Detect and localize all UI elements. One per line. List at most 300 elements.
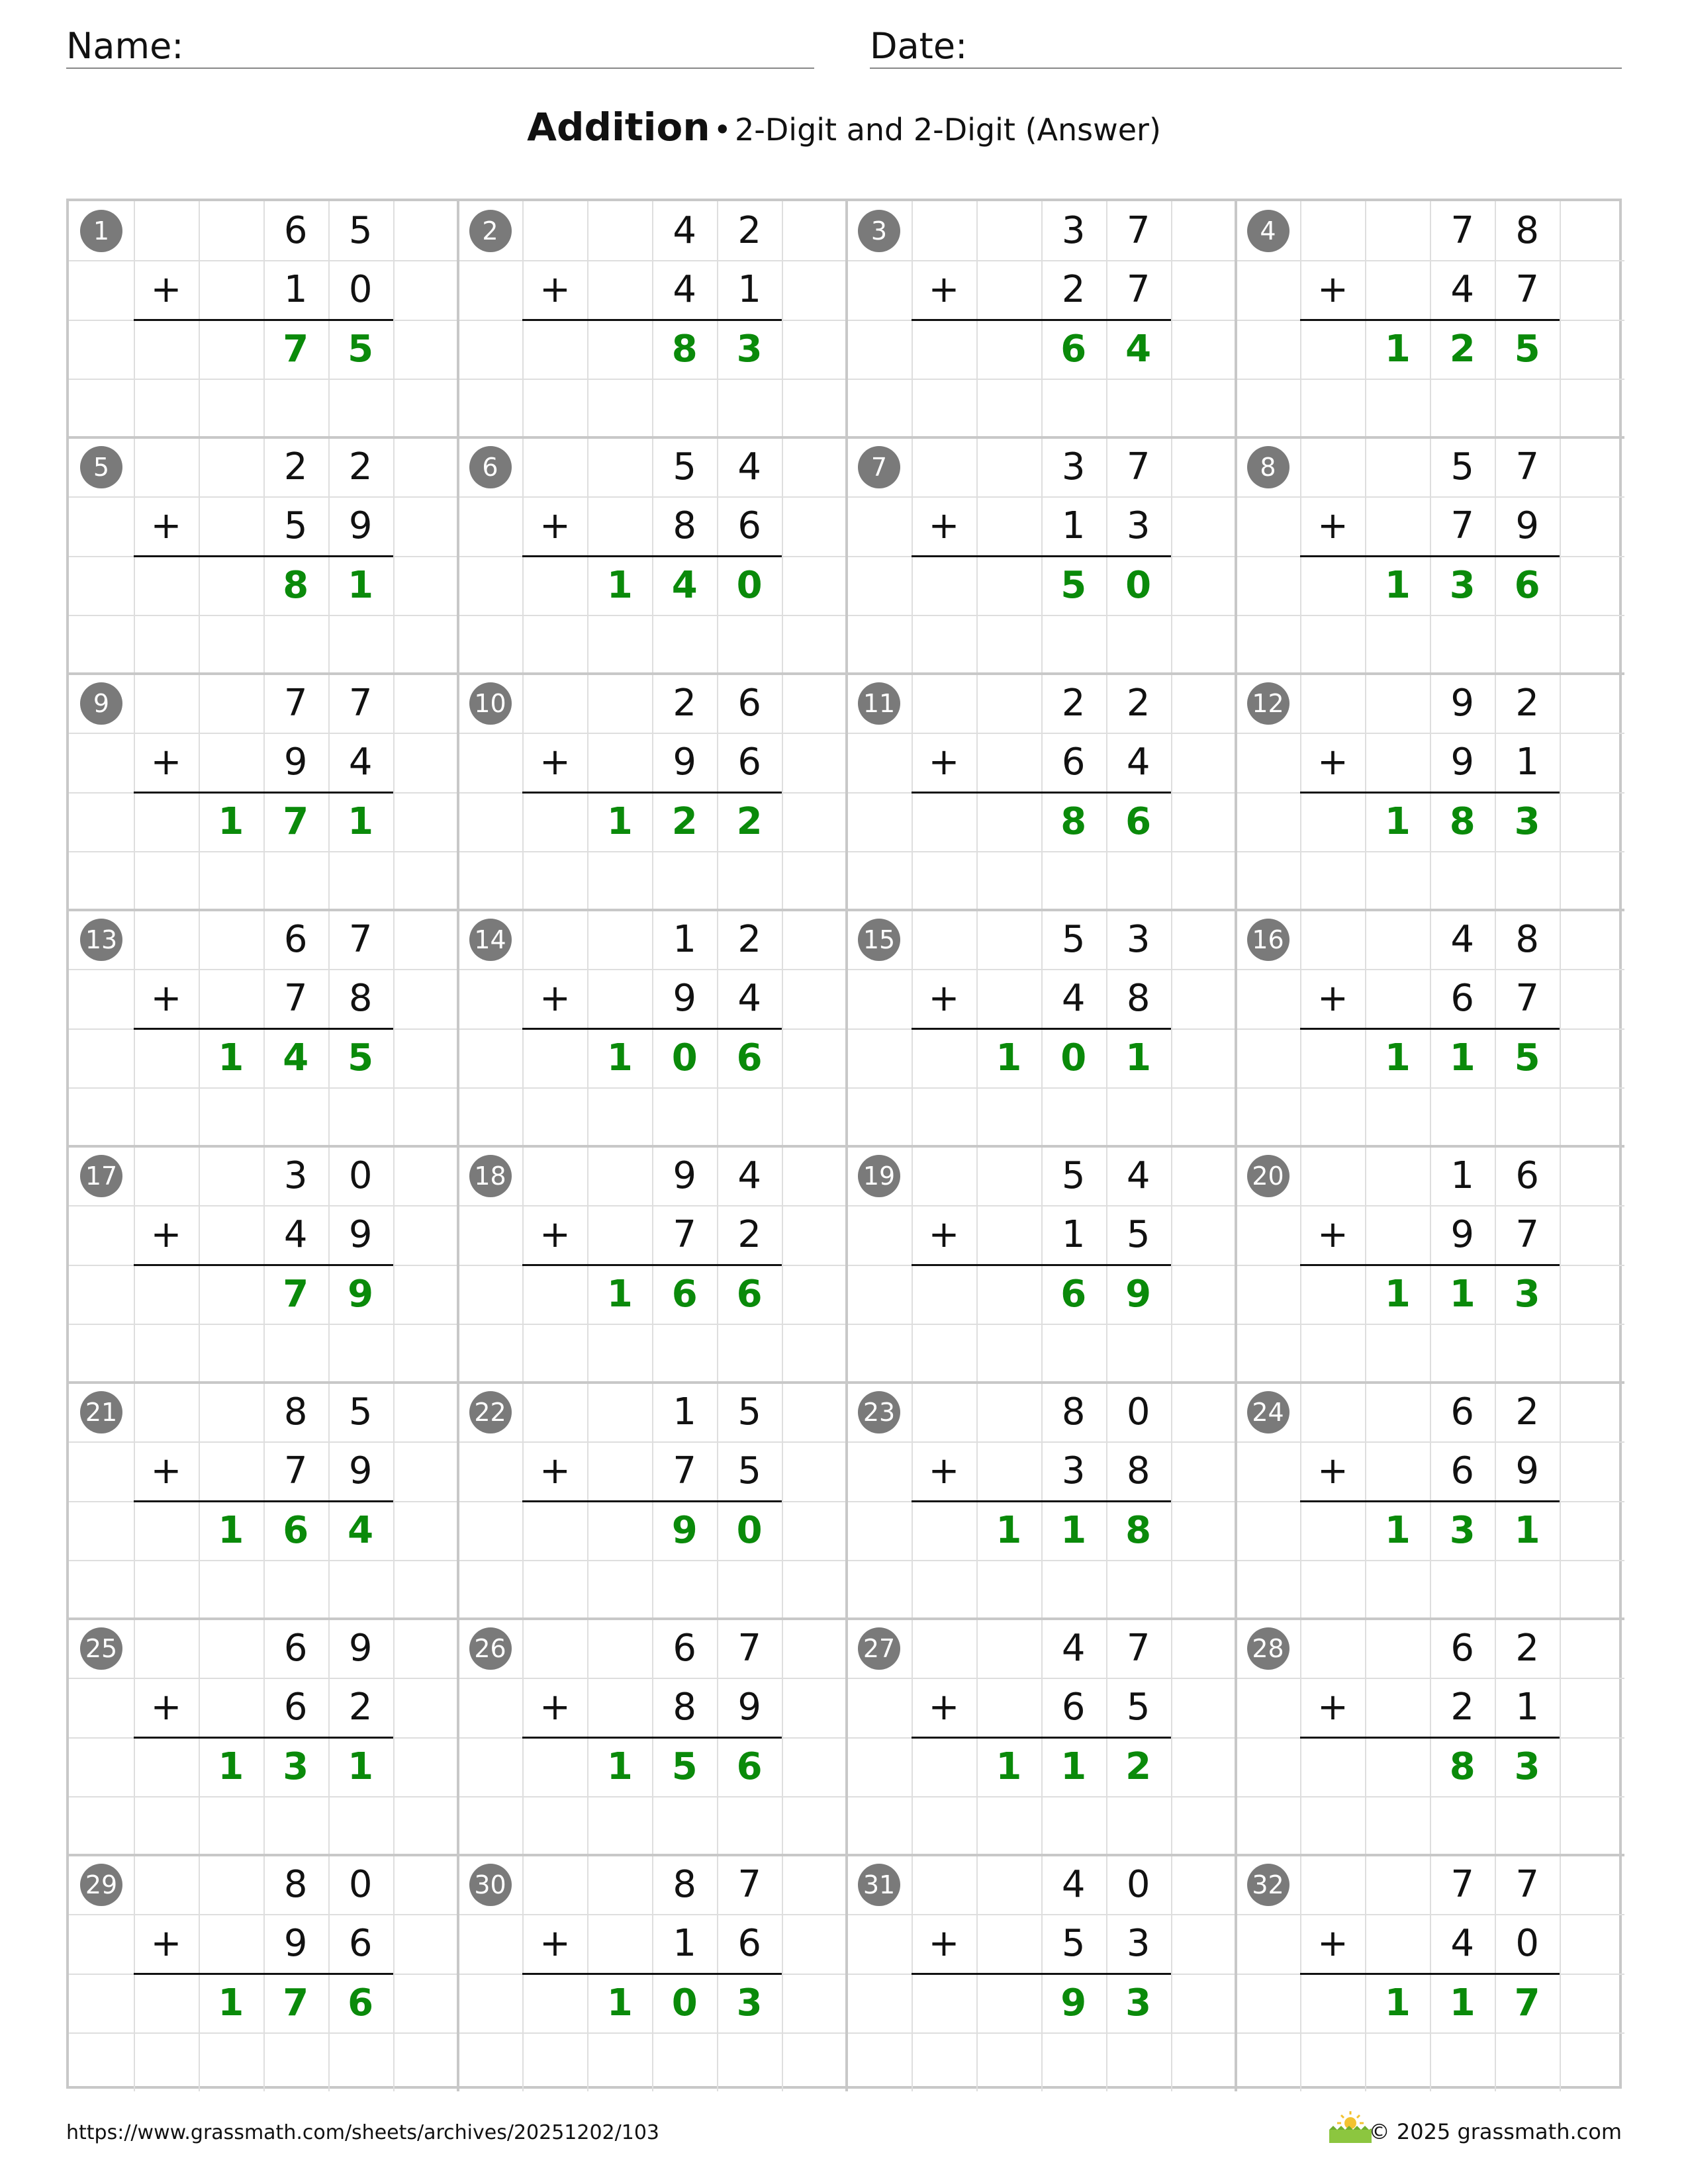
answer-rule [1300,792,1560,794]
answer-digit: 1 [348,799,374,843]
grid-line [847,615,1236,616]
addend-digit: 3 [1061,445,1086,488]
addend-digit: 8 [348,977,373,1021]
addend-digit: 6 [1450,1390,1475,1433]
grid-line [847,1796,1236,1797]
block-divider [69,672,1624,675]
footer-url: https://www.grassmath.com/sheets/archives/20251202/103 [66,2121,660,2144]
grid-line [69,1560,458,1561]
problem-number-badge: 12 [1247,682,1289,725]
answer-digit: 3 [1514,1745,1540,1788]
addend-digit: 3 [1126,504,1150,548]
addend-digit: 1 [1515,741,1539,784]
addend-digit: 3 [1126,918,1150,961]
addend-digit: 0 [348,1863,373,1906]
addend-digit: 5 [1061,1154,1086,1197]
problem-number-badge: 18 [469,1155,512,1197]
addend-digit: 3 [1061,209,1086,252]
title-subtitle: 2-Digit and 2-Digit (Answer) [735,112,1161,148]
problem-number-badge: 7 [858,446,900,488]
problem-19 [847,1146,1236,1383]
grid-line [1236,615,1625,616]
answer-rule [1300,1028,1560,1030]
addend-digit: 2 [1450,1686,1475,1729]
addend-digit: 6 [1450,1627,1475,1670]
problem-number-badge: 25 [80,1627,122,1670]
addend-digit: 1 [283,268,308,312]
addend-digit: 2 [348,1686,373,1729]
answer-digit: 1 [1060,1508,1087,1552]
problem-number-badge: 3 [858,210,900,252]
answer-digit: 1 [1384,1272,1411,1316]
answer-digit: 6 [736,1036,763,1079]
addend-digit: 8 [1126,1449,1150,1493]
addend-digit: 8 [673,1863,697,1906]
addend-digit: 7 [1126,268,1150,312]
addend-digit: 7 [1515,977,1539,1021]
addend-digit: 9 [1515,504,1539,548]
problem-number-badge: 28 [1247,1627,1289,1670]
answer-rule [134,1500,393,1502]
problem-number-badge: 23 [858,1391,900,1433]
addend-digit: 7 [1126,209,1150,252]
grid-line [1236,851,1625,852]
answer-digit: 6 [1060,327,1087,371]
answer-digit: 6 [1060,1272,1087,1316]
answer-rule [522,1973,782,1975]
name-line [66,68,814,69]
name-field [66,24,814,69]
addend-digit: 9 [1450,1213,1475,1257]
answer-digit: 1 [1384,799,1411,843]
problem-number-badge: 10 [469,682,512,725]
grid-line [458,2032,847,2034]
addend-digit: 7 [1126,445,1150,488]
grass-sun-logo-icon [1327,2110,1374,2144]
plus-sign: + [539,504,571,548]
addend-digit: 1 [673,1922,697,1966]
answer-digit: 1 [1384,327,1411,371]
grid-line [458,1560,847,1561]
problem-number-badge: 22 [469,1391,512,1433]
plus-sign: + [150,977,182,1021]
answer-rule [1300,1973,1560,1975]
block-divider [69,1381,1624,1384]
problem-22 [458,1383,847,1619]
addend-digit: 4 [1061,1863,1086,1906]
addend-digit: 9 [1450,682,1475,725]
answer-digit: 1 [1514,1508,1540,1552]
problem-number-badge: 5 [80,446,122,488]
addend-digit: 4 [673,209,697,252]
addend-digit: 4 [1061,977,1086,1021]
block-divider [69,1854,1624,1856]
plus-sign: + [928,741,960,784]
addend-digit: 9 [673,1154,697,1197]
plus-sign: + [928,504,960,548]
addend-digit: 1 [737,268,761,312]
answer-digit: 5 [348,1036,374,1079]
answer-digit: 1 [348,1745,374,1788]
addend-digit: 9 [1515,1449,1539,1493]
answer-digit: 5 [1514,1036,1540,1079]
answer-rule [912,1500,1171,1502]
answer-digit: 1 [1449,1036,1476,1079]
problem-number-badge: 9 [80,682,122,725]
problem-25 [69,1619,458,1855]
answer-rule [522,792,782,794]
plus-sign: + [150,504,182,548]
problem-16 [1236,910,1625,1146]
plus-sign: + [1317,977,1348,1021]
problem-number-badge: 1 [80,210,122,252]
addend-digit: 7 [673,1449,697,1493]
problem-number-badge: 13 [80,919,122,961]
answer-digit: 6 [736,1272,763,1316]
footer-copyright: © 2025 grassmath.com [1368,2119,1622,2144]
addend-digit: 5 [1061,918,1086,961]
problem-11 [847,674,1236,910]
problem-number-badge: 20 [1247,1155,1289,1197]
plus-sign: + [150,1213,182,1257]
answer-rule [1300,555,1560,557]
answer-digit: 5 [1514,327,1540,371]
answer-rule [1300,319,1560,321]
addend-digit: 6 [1450,977,1475,1021]
plus-sign: + [1317,1213,1348,1257]
addend-digit: 5 [673,445,697,488]
addend-digit: 5 [348,1390,373,1433]
problem-29 [69,1855,458,2091]
problem-27 [847,1619,1236,1855]
addend-digit: 6 [737,682,761,725]
addend-digit: 8 [1126,977,1150,1021]
problem-number-badge: 29 [80,1864,122,1906]
plus-sign: + [1317,1449,1348,1493]
addend-digit: 8 [1515,209,1539,252]
problem-grid [66,199,1622,2089]
addend-digit: 6 [283,1627,308,1670]
problem-number-badge: 14 [469,919,512,961]
answer-digit: 8 [1449,1745,1476,1788]
addend-digit: 2 [1061,268,1086,312]
answer-digit: 1 [606,1981,633,2025]
addend-digit: 4 [1061,1627,1086,1670]
problem-number-badge: 17 [80,1155,122,1197]
answer-digit: 3 [1514,799,1540,843]
problem-18 [458,1146,847,1383]
answer-digit: 3 [736,1981,763,2025]
addend-digit: 3 [1126,1922,1150,1966]
block-divider [69,909,1624,911]
answer-rule [1300,1500,1560,1502]
plus-sign: + [1317,1922,1348,1966]
answer-rule [522,1737,782,1739]
grid-line [1236,1324,1625,1325]
problem-number-badge: 27 [858,1627,900,1670]
answer-digit: 4 [283,1036,309,1079]
addend-digit: 4 [1450,268,1475,312]
plus-sign: + [928,977,960,1021]
grid-line [458,1324,847,1325]
answer-digit: 3 [1449,563,1476,607]
addend-digit: 4 [1126,741,1150,784]
problem-number-badge: 16 [1247,919,1289,961]
answer-rule [912,1264,1171,1266]
addend-digit: 2 [283,445,308,488]
grid-line [1236,1087,1625,1089]
addend-digit: 9 [283,1922,308,1966]
grid-line [69,2032,458,2034]
addend-digit: 9 [348,1627,373,1670]
addend-digit: 9 [673,741,697,784]
addend-digit: 6 [283,918,308,961]
answer-rule [912,319,1171,321]
answer-digit: 1 [218,1036,244,1079]
addend-digit: 4 [1450,918,1475,961]
answer-digit: 4 [671,563,698,607]
grid-line [847,1087,1236,1089]
addend-digit: 5 [348,209,373,252]
answer-rule [522,1500,782,1502]
plus-sign: + [539,1449,571,1493]
problem-23 [847,1383,1236,1619]
answer-digit: 1 [606,1272,633,1316]
plus-sign: + [150,1686,182,1729]
addend-digit: 0 [348,1154,373,1197]
plus-sign: + [150,1449,182,1493]
addend-digit: 7 [1515,1863,1539,1906]
addend-digit: 2 [348,445,373,488]
problem-31 [847,1855,1236,2091]
addend-digit: 3 [283,1154,308,1197]
problem-30 [458,1855,847,2091]
answer-digit: 0 [1125,563,1152,607]
answer-digit: 7 [283,327,309,371]
plus-sign: + [928,1213,960,1257]
grid-line [1236,1796,1625,1797]
answer-digit: 1 [1060,1745,1087,1788]
plus-sign: + [150,741,182,784]
plus-sign: + [1317,504,1348,548]
problem-number-badge: 2 [469,210,512,252]
answer-rule [522,555,782,557]
grid-line [69,379,458,380]
answer-digit: 8 [283,563,309,607]
answer-digit: 3 [1125,1981,1152,2025]
answer-digit: 0 [736,563,763,607]
problem-13 [69,910,458,1146]
addend-digit: 1 [1450,1154,1475,1197]
grid-line [69,1324,458,1325]
addend-digit: 6 [737,504,761,548]
addend-digit: 7 [673,1213,697,1257]
addend-digit: 5 [1126,1213,1150,1257]
problem-8 [1236,437,1625,674]
addend-digit: 2 [737,918,761,961]
addend-digit: 7 [737,1627,761,1670]
addend-digit: 8 [673,1686,697,1729]
block-divider [69,436,1624,439]
addend-digit: 7 [1515,1213,1539,1257]
answer-digit: 8 [671,327,698,371]
answer-digit: 7 [283,1981,309,2025]
addend-digit: 9 [348,1213,373,1257]
problem-number-badge: 24 [1247,1391,1289,1433]
answer-digit: 9 [1125,1272,1152,1316]
problem-number-badge: 15 [858,919,900,961]
answer-digit: 4 [1125,327,1152,371]
title-main: Addition [527,105,710,150]
problem-number-badge: 11 [858,682,900,725]
answer-digit: 6 [283,1508,309,1552]
answer-digit: 1 [1384,1036,1411,1079]
plus-sign: + [1317,268,1348,312]
addend-digit: 7 [1450,504,1475,548]
answer-digit: 8 [1125,1508,1152,1552]
answer-rule [134,319,393,321]
answer-rule [134,792,393,794]
problem-24 [1236,1383,1625,1619]
addend-digit: 7 [283,977,308,1021]
answer-rule [912,1028,1171,1030]
addend-digit: 6 [1061,741,1086,784]
problem-2 [458,201,847,437]
addend-digit: 4 [737,977,761,1021]
grid-line [458,851,847,852]
answer-digit: 9 [671,1508,698,1552]
problem-1 [69,201,458,437]
title-separator: • [713,112,731,148]
answer-rule [1300,1737,1560,1739]
problem-4 [1236,201,1625,437]
addend-digit: 8 [283,1390,308,1433]
answer-digit: 6 [736,1745,763,1788]
addend-digit: 4 [1450,1922,1475,1966]
date-line [870,68,1622,69]
answer-digit: 0 [671,1036,698,1079]
problem-9 [69,674,458,910]
plus-sign: + [150,1922,182,1966]
addend-digit: 7 [737,1863,761,1906]
problem-number-badge: 6 [469,446,512,488]
problem-12 [1236,674,1625,910]
grid-line [458,379,847,380]
worksheet-title [0,105,1688,150]
problem-5 [69,437,458,674]
answer-rule [134,1264,393,1266]
addend-digit: 4 [673,268,697,312]
answer-digit: 1 [606,1745,633,1788]
answer-digit: 0 [671,1981,698,2025]
answer-digit: 5 [348,327,374,371]
answer-digit: 1 [1449,1981,1476,2025]
grid-line [847,851,1236,852]
problem-number-badge: 21 [80,1391,122,1433]
addend-digit: 7 [283,1449,308,1493]
addend-digit: 2 [1061,682,1086,725]
answer-rule [134,1028,393,1030]
addend-digit: 0 [1126,1390,1150,1433]
addend-digit: 9 [737,1686,761,1729]
answer-rule [522,319,782,321]
addend-digit: 6 [348,1922,373,1966]
grid-line [458,1087,847,1089]
answer-digit: 1 [218,1981,244,2025]
addend-digit: 7 [1126,1627,1150,1670]
addend-digit: 2 [737,1213,761,1257]
answer-digit: 1 [996,1036,1022,1079]
grid-line [69,615,458,616]
answer-digit: 3 [1449,1508,1476,1552]
grid-line [1236,379,1625,380]
problem-number-badge: 4 [1247,210,1289,252]
addend-digit: 7 [348,918,373,961]
answer-rule [134,1973,393,1975]
answer-digit: 7 [283,1272,309,1316]
plus-sign: + [928,1686,960,1729]
answer-rule [912,1973,1171,1975]
problem-20 [1236,1146,1625,1383]
answer-digit: 9 [1060,1981,1087,2025]
addend-digit: 4 [737,445,761,488]
problem-28 [1236,1619,1625,1855]
grid-line [69,851,458,852]
addend-digit: 2 [1515,1627,1539,1670]
grid-line [847,2032,1236,2034]
answer-rule [912,555,1171,557]
answer-digit: 1 [218,1745,244,1788]
problem-10 [458,674,847,910]
addend-digit: 6 [737,1922,761,1966]
answer-digit: 8 [1449,799,1476,843]
answer-digit: 1 [996,1745,1022,1788]
answer-digit: 3 [1514,1272,1540,1316]
addend-digit: 7 [348,682,373,725]
addend-digit: 9 [283,741,308,784]
addend-digit: 7 [1515,445,1539,488]
answer-digit: 2 [736,799,763,843]
grid-line [1236,1560,1625,1561]
grid-line [847,1324,1236,1325]
addend-digit: 6 [1515,1154,1539,1197]
addend-digit: 8 [283,1863,308,1906]
problem-6 [458,437,847,674]
answer-digit: 6 [1514,563,1540,607]
addend-digit: 6 [1061,1686,1086,1729]
answer-rule [522,1264,782,1266]
addend-digit: 6 [283,1686,308,1729]
addend-digit: 9 [1450,741,1475,784]
addend-digit: 8 [1061,1390,1086,1433]
addend-digit: 1 [673,1390,697,1433]
addend-digit: 4 [348,741,373,784]
problem-21 [69,1383,458,1619]
date-field [870,24,1622,69]
plus-sign: + [539,741,571,784]
answer-digit: 1 [606,563,633,607]
addend-digit: 7 [283,682,308,725]
problem-15 [847,910,1236,1146]
addend-digit: 7 [1450,209,1475,252]
plus-sign: + [539,268,571,312]
answer-rule [1300,1264,1560,1266]
answer-digit: 9 [348,1272,374,1316]
addend-digit: 3 [1061,1449,1086,1493]
problem-17 [69,1146,458,1383]
addend-digit: 2 [673,682,697,725]
addend-digit: 9 [348,1449,373,1493]
